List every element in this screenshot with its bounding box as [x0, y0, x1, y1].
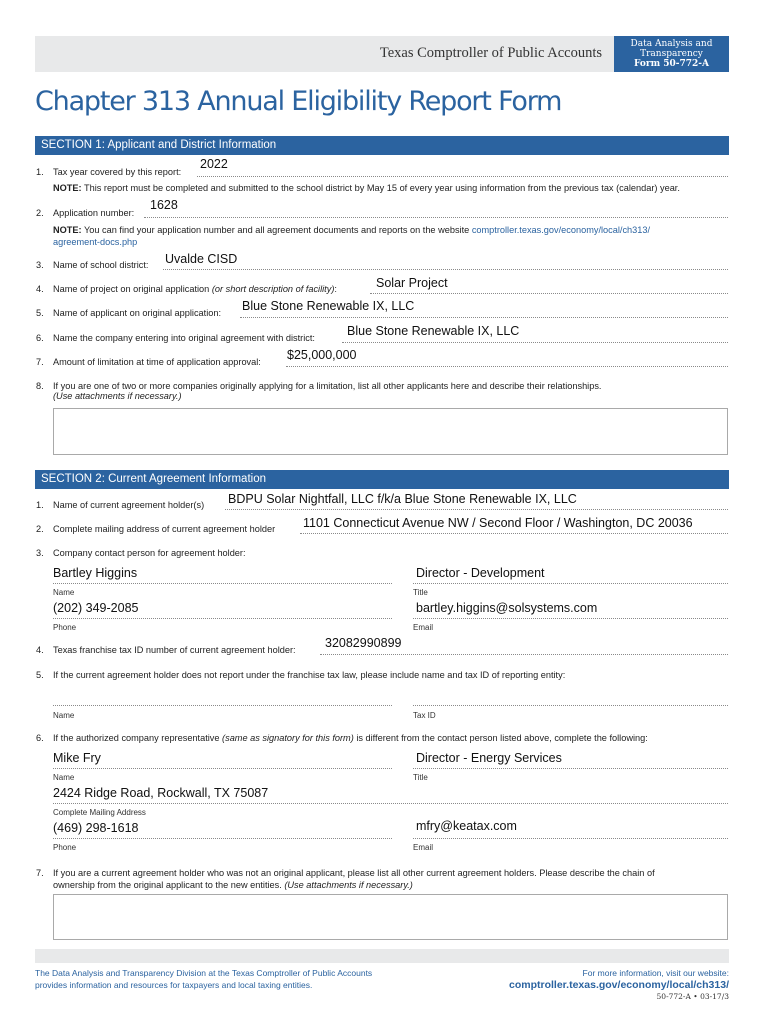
agreement-docs-link-1[interactable]: comptroller.texas.gov/economy/local/ch313/ [471, 225, 651, 235]
project-name-field[interactable]: Solar Project [376, 276, 448, 290]
s1-q1-line [197, 176, 728, 177]
contact-title-line [413, 583, 728, 584]
header-band [35, 36, 614, 72]
ownership-chain-textarea[interactable] [53, 894, 728, 940]
s1-q2-label: 2. Application number: [36, 208, 135, 218]
s1-q7-line [286, 366, 728, 367]
original-applicant-field[interactable]: Blue Stone Renewable IX, LLC [242, 299, 415, 313]
rep-email-line [413, 838, 728, 839]
s2-q5-label: 5. If the current agreement holder does not report under the franchise tax law, please include name and tax ID of reporting entity: [36, 670, 566, 680]
rep-address-caption: Complete Mailing Address [53, 808, 146, 817]
current-holder-address-field[interactable]: 1101 Connecticut Avenue NW / Second Floor / Washington, DC 20036 [303, 516, 693, 530]
contact-phone-field[interactable]: (202) 349-2085 [53, 601, 139, 615]
other-applicants-textarea[interactable] [53, 408, 728, 455]
current-holder-name-field[interactable]: BDPU Solar Nightfall, LLC f/k/a Blue Stone Renewable IX, LLC [228, 492, 577, 506]
agency-name: Texas Comptroller of Public Accounts [379, 45, 602, 61]
s2-q7-label: 7. If you are a current agreement holder who was not an original applicant, please list all other current agreement holders. Please describe the chain of ownership from the original applicant to the new entities. (Use attachments if necessary.) [36, 868, 655, 890]
s1-q6-line [342, 342, 728, 343]
section-1-heading: SECTION 1: Applicant and District Information [35, 136, 729, 155]
agreement-docs-link-2[interactable]: agreement-docs.php [53, 237, 138, 247]
footer-website-link[interactable]: comptroller.texas.gov/economy/local/ch313/ [508, 979, 729, 991]
note-1: NOTE: This report must be completed and submitted to the school district by May 15 of every year using information from the previous tax (calendar) year. [53, 183, 680, 193]
rep-email-field[interactable]: mfry@keatax.com [416, 819, 517, 833]
s1-q3-line [163, 269, 728, 270]
form-code: 50-772-A • 03-17/3 [656, 992, 729, 1001]
contact-title-caption: Title [413, 588, 428, 597]
rep-address-line [53, 803, 728, 804]
contact-email-caption: Email [413, 623, 434, 632]
contact-name-field[interactable]: Bartley Higgins [53, 566, 138, 580]
contact-name-line [53, 583, 392, 584]
s1-q7-label: 7. Amount of limitation at time of application approval: [36, 357, 261, 367]
limitation-amount-field[interactable]: $25,000,000 [287, 348, 357, 362]
s2-q4-line [320, 654, 728, 655]
form-id-box [614, 36, 729, 72]
page-title: Chapter 313 Annual Eligibility Report Form [35, 86, 562, 117]
rep-phone-caption: Phone [53, 843, 77, 852]
s2-q6-label: 6. If the authorized company representative (same as signatory for this form) is different from the contact person listed above, complete the following: [36, 733, 648, 743]
s1-q2-line [144, 217, 728, 218]
tax-year-field[interactable]: 2022 [200, 157, 228, 171]
s2-q2-label: 2. Complete mailing address of current agreement holder [36, 524, 276, 534]
division-line-2: Transparency [640, 49, 703, 59]
s1-q1-label: 1. Tax year covered by this report: [36, 167, 182, 177]
contact-phone-line [53, 618, 392, 619]
s1-q6-label: 6. Name the company entering into original agreement with district: [36, 333, 315, 343]
s1-q5-line [240, 317, 728, 318]
rep-email-caption: Email [413, 843, 434, 852]
rep-title-field[interactable]: Director - Energy Services [416, 751, 562, 765]
reporting-entity-taxid-line[interactable] [413, 705, 728, 706]
contact-name-caption: Name [53, 588, 75, 597]
school-district-field[interactable]: Uvalde CISD [165, 252, 238, 266]
note-2: NOTE: You can find your application number and all agreement documents and reports on the website comptroller.texas.gov/economy/local/ch313/ agreement-docs.php [53, 225, 651, 247]
original-agreement-company-field[interactable]: Blue Stone Renewable IX, LLC [347, 324, 520, 338]
s1-q4-line [370, 293, 728, 294]
contact-email-field[interactable]: bartley.higgins@solsystems.com [416, 601, 598, 615]
rep-name-field[interactable]: Mike Fry [53, 751, 101, 765]
s1-q3-label: 3. Name of school district: [36, 260, 149, 270]
footer-band [35, 949, 729, 963]
s2-q1-line [225, 509, 728, 510]
reporting-entity-name-caption: Name [53, 711, 75, 720]
contact-title-field[interactable]: Director - Development [416, 566, 545, 580]
rep-phone-field[interactable]: (469) 298-1618 [53, 821, 139, 835]
section-2-heading: SECTION 2: Current Agreement Information [35, 470, 729, 489]
reporting-entity-taxid-caption: Tax ID [413, 711, 436, 720]
form-number: Form 50-772-A [633, 59, 710, 69]
franchise-tax-id-field[interactable]: 32082990899 [325, 636, 402, 650]
s2-q1-label: 1. Name of current agreement holder(s) [36, 500, 205, 510]
s1-q4-label: 4. Name of project on original application (or short description of facility): [36, 284, 337, 294]
rep-phone-line [53, 838, 392, 839]
rep-title-caption: Title [413, 773, 428, 782]
division-line-1: Data Analysis and [630, 39, 713, 49]
rep-name-caption: Name [53, 773, 75, 782]
s1-q8-label: 8. If you are one of two or more companies originally applying for a limitation, list all other applicants here and describe their relationships. (Use attachments if necessary.) [36, 381, 602, 401]
footer-website: For more information, visit our website: comptroller.texas.gov/economy/local/ch313/ [508, 968, 729, 991]
s2-q3-label: 3. Company contact person for agreement holder: [36, 548, 246, 558]
s2-q4-label: 4. Texas franchise tax ID number of current agreement holder: [36, 645, 296, 655]
reporting-entity-name-line[interactable] [53, 705, 392, 706]
footer-description: The Data Analysis and Transparency Division at the Texas Comptroller of Public Accounts provides information and resources for taxpayers and local taxing entities. [35, 968, 373, 990]
contact-phone-caption: Phone [53, 623, 77, 632]
rep-title-line [413, 768, 728, 769]
s2-q2-line [300, 533, 728, 534]
application-number-field[interactable]: 1628 [150, 198, 178, 212]
rep-address-field[interactable]: 2424 Ridge Road, Rockwall, TX 75087 [53, 786, 269, 800]
s1-q5-label: 5. Name of applicant on original application: [36, 308, 222, 318]
rep-name-line [53, 768, 392, 769]
contact-email-line [413, 618, 728, 619]
